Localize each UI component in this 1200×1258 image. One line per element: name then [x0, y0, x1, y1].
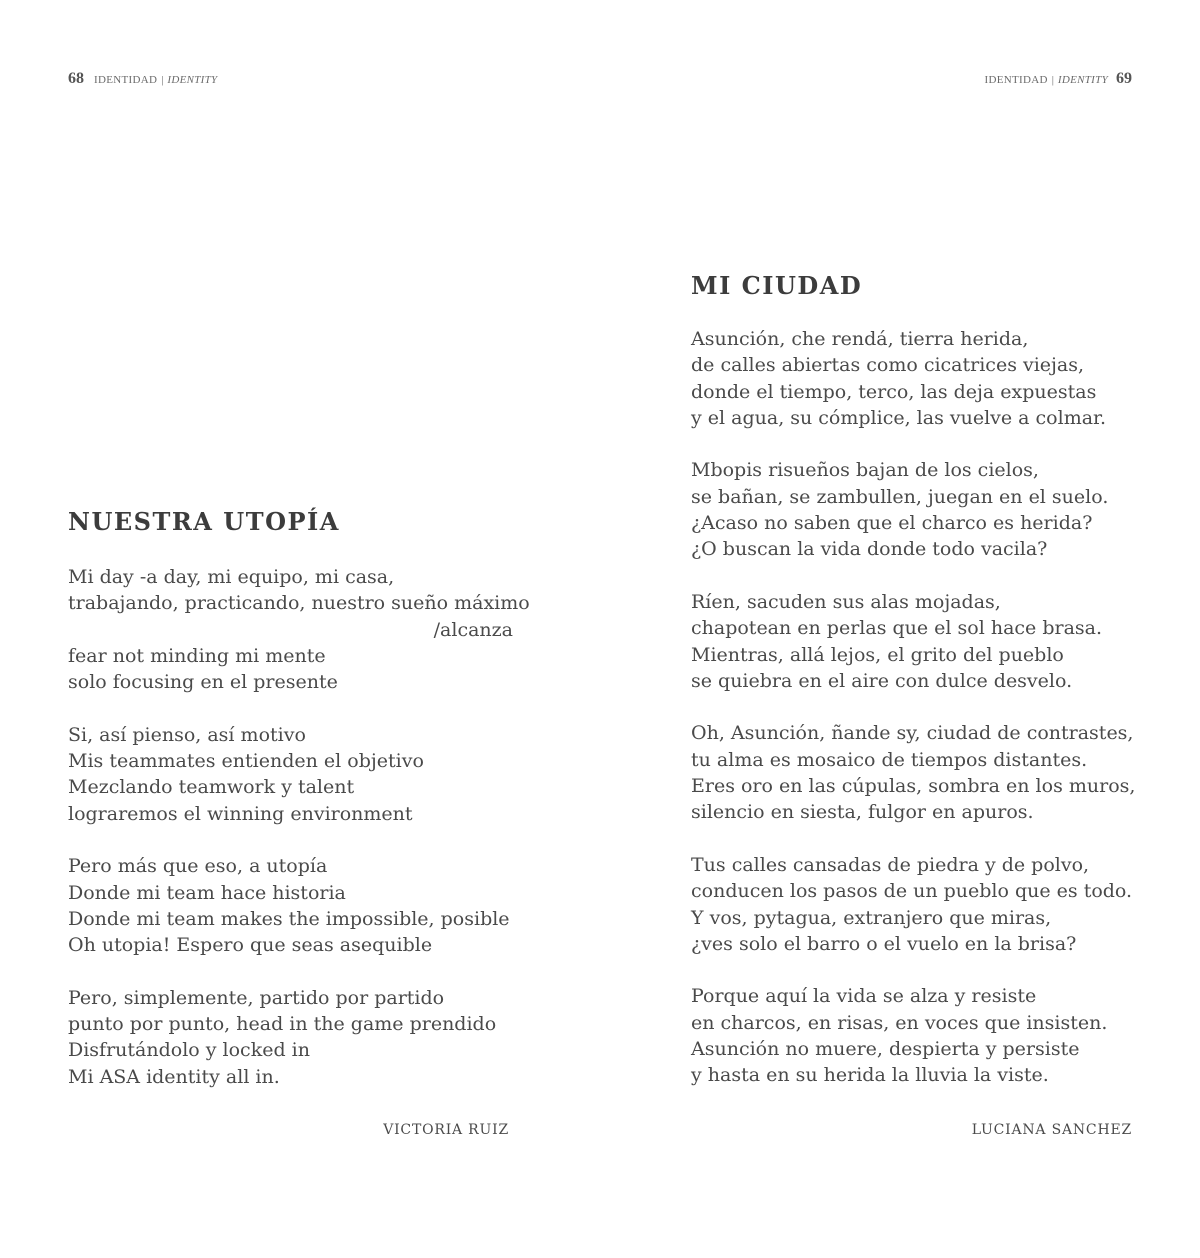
stanza: [691, 326, 1136, 431]
poem-line: ¿O buscan la vida donde todo vacila?: [691, 538, 1048, 561]
poem-body: [68, 564, 530, 1090]
poem-line: Asunción no muere, despierta y persiste: [691, 1038, 1080, 1061]
stanza: [68, 985, 513, 1090]
poem-line: chapotean en perlas que el sol hace brasa.: [691, 617, 1103, 640]
page-number: 69: [1116, 70, 1132, 87]
poem-line: y hasta en su herida la lluvia la viste.: [691, 1064, 1049, 1087]
header-separator: |: [161, 74, 164, 86]
poem-line: y el agua, su cómplice, las vuelve a colmar.: [691, 406, 1107, 429]
poem-body: [691, 326, 1136, 1089]
poem-line: Donde mi team hace historia: [68, 881, 346, 904]
poem-title: MI CIUDAD: [691, 271, 863, 300]
running-header: [68, 70, 217, 88]
poem-line: Porque aquí la vida se alza y resiste: [691, 985, 1037, 1008]
stanza: [691, 589, 1136, 694]
section-title-es: IDENTIDAD: [94, 74, 158, 86]
poem-line: punto por punto, head in the game prendido: [68, 1013, 497, 1036]
stanza: [68, 853, 513, 958]
poem-line-continuation: /alcanza: [433, 618, 513, 641]
poem-line: Mi day -a day, mi equipo, mi casa,: [68, 566, 395, 588]
right-page: [600, 0, 1200, 1258]
poem-line: Donde mi team makes the impossible, posible: [68, 907, 510, 930]
poem-line: se quiebra en el aire con dulce desvelo.: [691, 669, 1073, 692]
poem-line: se bañan, se zambullen, juegan en el suelo.: [691, 485, 1109, 508]
stanza: [68, 564, 530, 695]
poem-author: LUCIANA SANCHEZ: [971, 1122, 1132, 1138]
poem-line: silencio en siesta, fulgor en apuros.: [691, 801, 1034, 824]
poem-line: Asunción, che rendá, tierra herida,: [691, 328, 1029, 350]
stanza: [68, 722, 513, 827]
poem-line: tu alma es mosaico de tiempos distantes.: [691, 748, 1088, 771]
header-separator: |: [1051, 74, 1054, 86]
poem-line: Oh utopia! Espero que seas asequible: [68, 934, 433, 957]
poem-line: Mientras, allá lejos, el grito del pueblo: [691, 643, 1064, 666]
poem-title: NUESTRA UTOPÍA: [68, 507, 340, 536]
poem-line: Oh, Asunción, ñande sy, ciudad de contrastes,: [691, 722, 1134, 745]
poem-line: Tus calles cansadas de piedra y de polvo,: [691, 853, 1090, 876]
stanza: [691, 720, 1136, 825]
poem-line: Ríen, sacuden sus alas mojadas,: [691, 590, 1001, 613]
poem-line: conducen los pasos de un pueblo que es todo.: [691, 880, 1133, 903]
stanza: [691, 457, 1136, 562]
poem-line: Disfrutándolo y locked in: [68, 1039, 310, 1062]
poem-line: Mezclando teamwork y talent: [68, 776, 355, 799]
poem-line: en charcos, en risas, en voces que insisten.: [691, 1011, 1108, 1034]
section-title-es: IDENTIDAD: [984, 74, 1048, 86]
poem-line: Pero, simplemente, partido por partido: [68, 986, 445, 1009]
section-title-en: IDENTITY: [167, 74, 218, 86]
poem-line: ¿Acaso no saben que el charco es herida?: [691, 512, 1093, 535]
section-title-en: IDENTITY: [1057, 74, 1108, 86]
poem-line: trabajando, practicando, nuestro sueño máximo: [68, 592, 530, 615]
poem-line: lograremos el winning environment: [68, 802, 413, 825]
poem-line: Mis teammates entienden el objetivo: [68, 750, 424, 773]
poem-line: Si, así pienso, así motivo: [68, 723, 306, 746]
running-header: [985, 70, 1132, 88]
poem-line: Mbopis risueños bajan de los cielos,: [691, 459, 1039, 482]
stanza: [691, 983, 1136, 1088]
poem-line: Mi ASA identity all in.: [68, 1065, 280, 1088]
stanza: [691, 852, 1136, 957]
poem-line: Pero más que eso, a utopía: [68, 855, 328, 878]
poem-line: Eres oro en las cúpulas, sombra en los muros,: [691, 775, 1136, 798]
poem-line: fear not minding mi mente: [68, 644, 326, 667]
poem-line: ¿ves solo el barro o el vuelo en la brisa?: [691, 932, 1077, 955]
poem-line: de calles abiertas como cicatrices viejas,: [691, 354, 1085, 377]
page-number: 68: [68, 70, 84, 87]
poem-author: VICTORIA RUIZ: [383, 1122, 509, 1138]
poem-line: solo focusing en el presente: [68, 671, 338, 694]
poem-line: Y vos, pytagua, extranjero que miras,: [691, 906, 1052, 929]
poem-line: donde el tiempo, terco, las deja expuestas: [691, 380, 1097, 403]
